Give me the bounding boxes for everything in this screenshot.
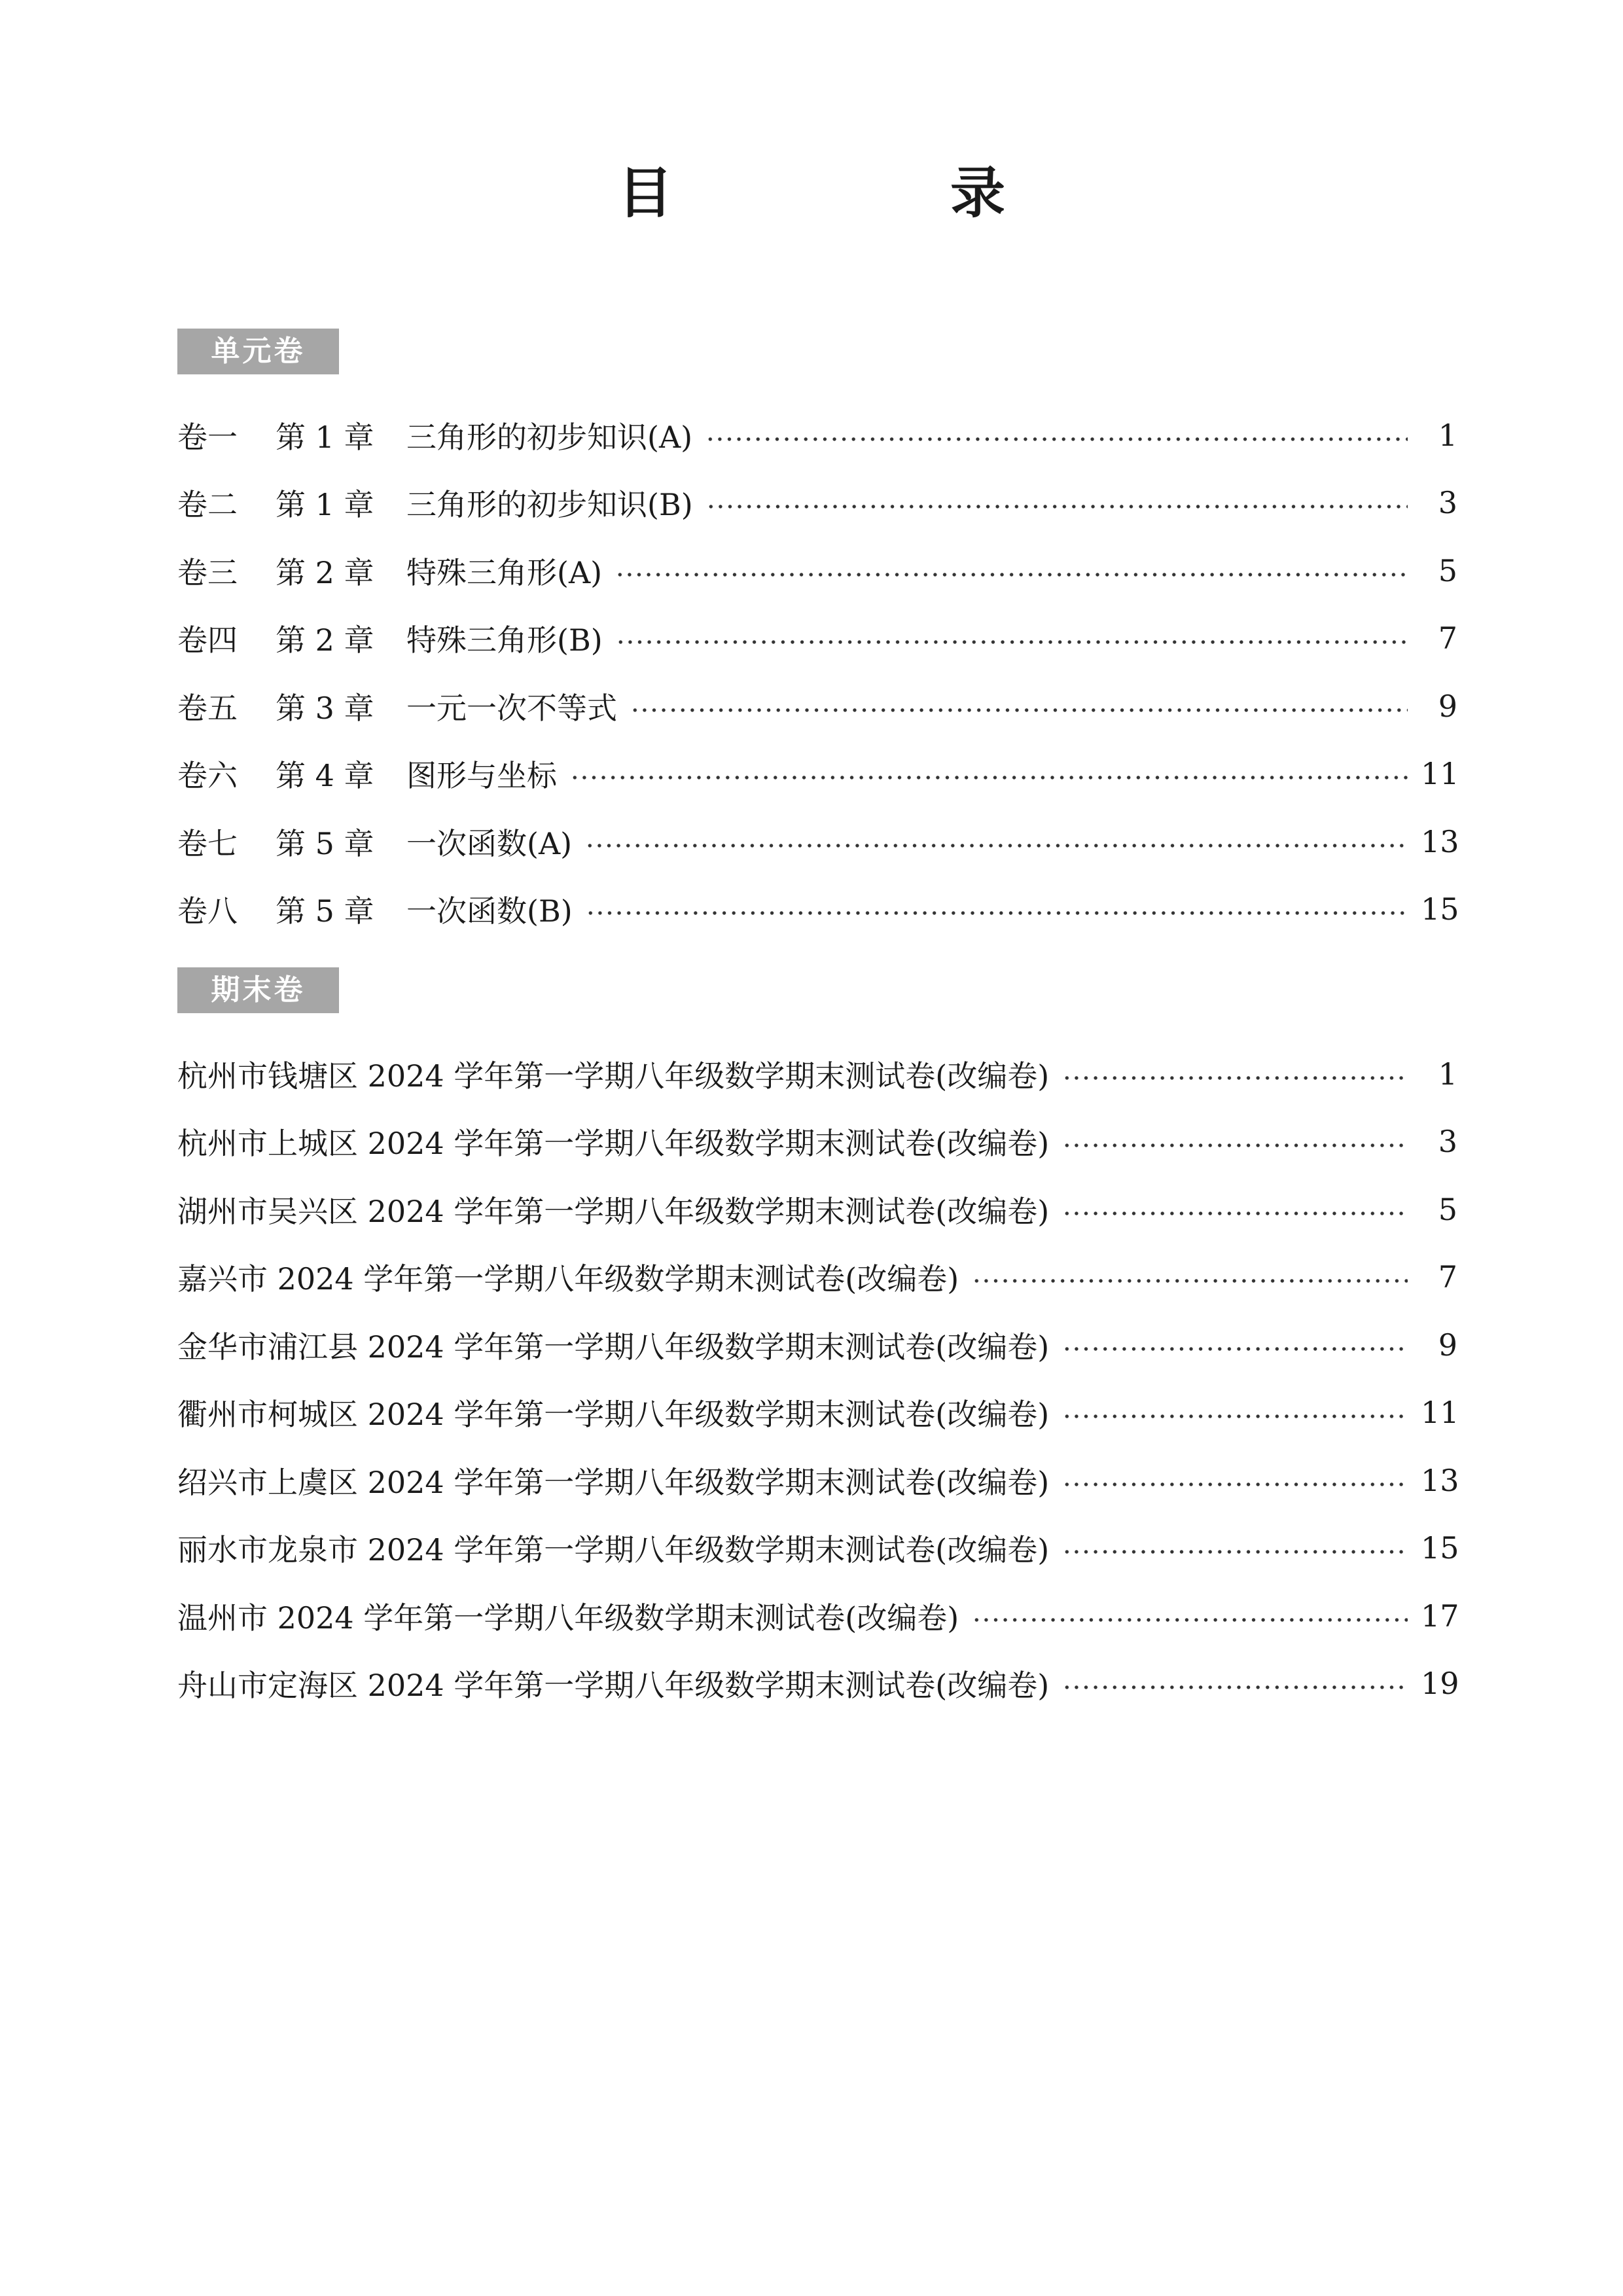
toc-entry[interactable] <box>177 1311 1457 1379</box>
chapter-label: 第 5 章 <box>276 825 374 861</box>
page-number: 11 <box>1421 1395 1459 1431</box>
page-number: 17 <box>1421 1598 1459 1634</box>
chapter-label: 第 4 章 <box>276 758 374 794</box>
dot-leader <box>706 505 1408 509</box>
dot-leader <box>1062 1211 1408 1215</box>
page-number: 7 <box>1438 620 1457 656</box>
dot-leader <box>1062 1143 1408 1147</box>
section-label-final: 期末卷 <box>177 967 339 1013</box>
entry-title: 金华市浦江县 2024 学年第一学期八年级数学期末测试卷(改编卷) <box>177 1329 1050 1365</box>
page-number: 15 <box>1421 891 1459 927</box>
dot-leader <box>585 844 1408 848</box>
page-number: 19 <box>1421 1666 1459 1702</box>
chapter-label: 第 1 章 <box>276 419 374 455</box>
toc-entry[interactable] <box>177 537 1457 605</box>
volume-label: 卷五 <box>177 690 238 726</box>
dot-leader <box>705 437 1408 441</box>
chapter-label: 第 2 章 <box>276 554 374 590</box>
dot-leader <box>972 1279 1408 1283</box>
page-number: 3 <box>1438 485 1457 521</box>
volume-label: 卷三 <box>177 554 238 590</box>
entry-title: 绍兴市上虞区 2024 学年第一学期八年级数学期末测试卷(改编卷) <box>177 1464 1050 1500</box>
toc-entry[interactable] <box>177 1108 1457 1176</box>
dot-leader <box>616 640 1408 644</box>
chapter-label: 第 2 章 <box>276 622 374 658</box>
entry-title: 杭州市钱塘区 2024 学年第一学期八年级数学期末测试卷(改编卷) <box>177 1058 1050 1094</box>
toc-entry[interactable] <box>177 469 1457 537</box>
dot-leader <box>1062 1685 1408 1689</box>
entry-title: 特殊三角形(A) <box>406 554 603 590</box>
page-number: 9 <box>1438 688 1457 724</box>
page-number: 9 <box>1438 1327 1457 1363</box>
page-number: 11 <box>1421 756 1459 792</box>
volume-label: 卷一 <box>177 419 238 455</box>
toc-entry[interactable] <box>177 1650 1457 1718</box>
entry-title: 特殊三角形(B) <box>406 622 603 658</box>
page-number: 13 <box>1421 823 1459 859</box>
section-label-unit: 单元卷 <box>177 329 339 374</box>
toc-entry[interactable] <box>177 605 1457 673</box>
page-number: 1 <box>1438 417 1457 453</box>
entry-title: 杭州市上城区 2024 学年第一学期八年级数学期末测试卷(改编卷) <box>177 1126 1050 1162</box>
entry-title: 三角形的初步知识(A) <box>406 419 693 455</box>
dot-leader <box>1062 1550 1408 1554</box>
dot-leader <box>972 1618 1408 1622</box>
page-number: 5 <box>1438 552 1457 588</box>
dot-leader <box>570 776 1408 780</box>
toc-entry[interactable] <box>177 1446 1457 1515</box>
page-number: 3 <box>1438 1124 1457 1160</box>
toc-entry[interactable] <box>177 1175 1457 1244</box>
entry-title: 嘉兴市 2024 学年第一学期八年级数学期末测试卷(改编卷) <box>177 1261 959 1297</box>
dot-leader <box>615 573 1408 577</box>
entry-title: 丽水市龙泉市 2024 学年第一学期八年级数学期末测试卷(改编卷) <box>177 1532 1050 1568</box>
toc-entry[interactable] <box>177 740 1457 808</box>
entry-title: 湖州市吴兴区 2024 学年第一学期八年级数学期末测试卷(改编卷) <box>177 1193 1050 1229</box>
dot-leader <box>1062 1076 1408 1080</box>
volume-label: 卷八 <box>177 893 238 929</box>
dot-leader <box>630 708 1408 712</box>
page-number: 13 <box>1421 1462 1459 1498</box>
chapter-label: 第 3 章 <box>276 690 374 726</box>
toc-entry[interactable] <box>177 876 1457 944</box>
entry-title: 一次函数(A) <box>406 825 573 861</box>
toc-entry[interactable] <box>177 1040 1457 1108</box>
volume-label: 卷六 <box>177 758 238 794</box>
toc-entry[interactable] <box>177 1244 1457 1312</box>
entry-title: 舟山市定海区 2024 学年第一学期八年级数学期末测试卷(改编卷) <box>177 1668 1050 1704</box>
entry-title: 温州市 2024 学年第一学期八年级数学期末测试卷(改编卷) <box>177 1600 959 1636</box>
page-number: 1 <box>1438 1056 1457 1092</box>
page-title: 目 录 <box>617 160 1116 225</box>
entry-title: 图形与坐标 <box>406 758 557 794</box>
volume-label: 卷七 <box>177 825 238 861</box>
volume-label: 卷二 <box>177 487 238 523</box>
entry-title: 一元一次不等式 <box>406 690 617 726</box>
dot-leader <box>1062 1347 1408 1351</box>
toc-list-unit <box>177 401 1457 943</box>
page-number: 15 <box>1421 1530 1459 1566</box>
toc-entry[interactable] <box>177 672 1457 740</box>
toc-entry[interactable] <box>177 808 1457 876</box>
entry-title: 衢州市柯城区 2024 学年第一学期八年级数学期末测试卷(改编卷) <box>177 1397 1050 1433</box>
dot-leader <box>1062 1482 1408 1486</box>
dot-leader <box>1062 1414 1408 1418</box>
chapter-label: 第 1 章 <box>276 487 374 523</box>
volume-label: 卷四 <box>177 622 238 658</box>
chapter-label: 第 5 章 <box>276 893 374 929</box>
toc-entry[interactable] <box>177 401 1457 469</box>
toc-entry[interactable] <box>177 1379 1457 1447</box>
toc-list-final <box>177 1040 1457 1717</box>
dot-leader <box>586 911 1408 915</box>
page-number: 5 <box>1438 1191 1457 1227</box>
page-number: 7 <box>1438 1259 1457 1295</box>
toc-entry[interactable] <box>177 1515 1457 1583</box>
toc-entry[interactable] <box>177 1582 1457 1650</box>
entry-title: 三角形的初步知识(B) <box>406 487 693 523</box>
entry-title: 一次函数(B) <box>406 893 573 929</box>
